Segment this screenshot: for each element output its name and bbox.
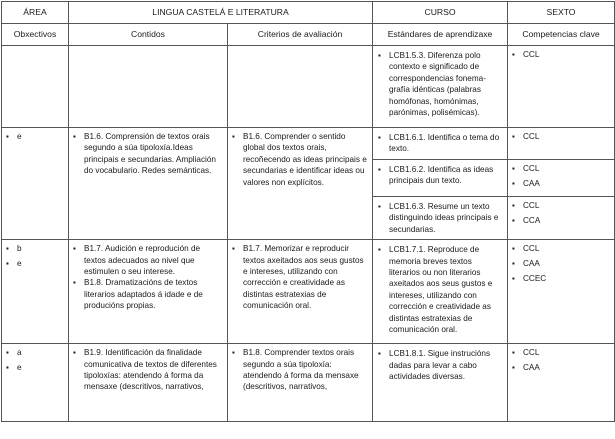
col-header-standards: Estándares de aprendizaxe [373, 24, 508, 46]
competences-cell [508, 240, 615, 344]
standard-cell [373, 344, 508, 422]
criteria-list [232, 347, 368, 393]
criteria-cell [228, 344, 373, 422]
competence-item: ▪ CCEC [512, 273, 610, 284]
content-item: ▪ B1.8. Dramatizacións de textos literarios adaptados á idade e de producións propias. [73, 277, 223, 311]
objectives-cell [2, 46, 69, 128]
contents-list [73, 131, 223, 177]
column-header-row [2, 24, 615, 46]
objectives-cell [2, 240, 69, 344]
table-row [2, 128, 615, 160]
competences-cell [508, 128, 615, 160]
table-row [2, 46, 615, 128]
competence-item: ▪ CCL [512, 347, 610, 358]
standard-cell [373, 240, 508, 344]
col-header-objectives: Obxectivos [2, 24, 69, 46]
criteria-list [232, 131, 368, 188]
criterion-item: ▪ B1.6. Comprender o sentido global dos textos orais, recoñecendo as ideas principais e secundarias e identificar ideas ou valores non explícitos. [232, 131, 368, 188]
competence-item: ▪ CAA [512, 258, 610, 269]
standard-cell [373, 46, 508, 128]
contents-cell [69, 344, 228, 422]
competence-item: ▪ CCA [512, 215, 610, 226]
standard-cell [373, 160, 508, 197]
competences-list [512, 243, 610, 284]
contents-cell [69, 240, 228, 344]
competences-cell [508, 197, 615, 240]
competence-item: ▪ CAA [512, 362, 610, 373]
objectives-list [6, 243, 64, 269]
col-header-contents: Contidos [69, 24, 228, 46]
curriculum-table [1, 1, 615, 422]
contents-list [73, 243, 223, 311]
competence-item: ▪ CCL [512, 49, 610, 60]
competences-list [512, 347, 610, 373]
standard-cell [373, 197, 508, 240]
col-header-competences: Competencias clave [508, 24, 615, 46]
objectives-list [6, 347, 64, 373]
competences-list [512, 49, 610, 60]
col-header-criteria: Criterios de avaliación [228, 24, 373, 46]
competences-cell [508, 344, 615, 422]
standard-item: ▪ LCB1.5.3. Diferenza polo contexto e significado de correspondencias fonema-grafía idénticas (palabras homófonas, homónimas, parónimas, polisémicas). [378, 50, 501, 118]
standard-item: ▪ LCB1.8.1. Sigue instrucións dadas para levar a cabo actividades diversas. [378, 348, 501, 382]
standard-item: ▪ LCB1.6.1. Identifica o tema do texto. [378, 132, 501, 155]
competences-list [512, 131, 610, 142]
objective-item: ▪ e [6, 362, 64, 373]
area-label: ÁREA [2, 2, 69, 24]
competences-cell [508, 46, 615, 128]
standard-item: ▪ LCB1.7.1. Reproduce de memoria breves textos literarios ou non literarios axeitados aos seus gustos e intereses, utilizando con corrección e creatividade as distintas estratexias de comunicación oral. [378, 244, 501, 335]
standards-list [378, 244, 501, 335]
criteria-cell [228, 128, 373, 240]
competences-list [512, 163, 610, 189]
standards-list [378, 50, 501, 118]
content-item: ▪ B1.6. Comprensión de textos orais segundo a súa tipoloxía.Ideas principais e secundarias. Ampliación do vocabulario. Redes semánticas. [73, 131, 223, 177]
competence-item: ▪ CCL [512, 200, 610, 211]
standards-list [378, 164, 501, 187]
criteria-list [232, 243, 368, 311]
criterion-item: ▪ B1.8. Comprender textos orais segundo a súa tipoloxía: atendendo á forma da mensaxe (descritivos, narrativos, [232, 347, 368, 393]
competence-item: ▪ CCL [512, 243, 610, 254]
standard-cell [373, 128, 508, 160]
competence-item: ▪ CCL [512, 131, 610, 142]
course-value: SEXTO [508, 2, 615, 24]
objectives-cell [2, 344, 69, 422]
competence-item: ▪ CAA [512, 178, 610, 189]
header-row [2, 2, 615, 24]
contents-cell [69, 128, 228, 240]
standards-list [378, 348, 501, 382]
table-body [2, 46, 615, 422]
contents-list [73, 347, 223, 393]
criteria-cell [228, 46, 373, 128]
objectives-list [6, 131, 64, 142]
objective-item: ▪ e [6, 131, 64, 142]
criterion-item: ▪ B1.7. Memorizar e reproducir textos axeitados aos seus gustos e intereses, utilizando con corrección e creatividade as distintas estratexias de comunicación oral. [232, 243, 368, 311]
table-row [2, 240, 615, 344]
standard-item: ▪ LCB1.6.3. Resume un texto distinguindo ideas principais e secundarias. [378, 201, 501, 235]
objective-item: ▪ e [6, 258, 64, 269]
standards-list [378, 201, 501, 235]
table-row [2, 344, 615, 422]
criteria-cell [228, 240, 373, 344]
objectives-cell [2, 128, 69, 240]
objective-item: ▪ a [6, 347, 64, 358]
contents-cell [69, 46, 228, 128]
content-item: ▪ B1.7. Audición e reprodución de textos adecuados ao nivel que estimulen o seu interese. [73, 243, 223, 277]
competence-item: ▪ CCL [512, 163, 610, 174]
objective-item: ▪ b [6, 243, 64, 254]
competences-list [512, 200, 610, 226]
course-label: CURSO [373, 2, 508, 24]
standards-list [378, 132, 501, 155]
subject-title: LINGUA CASTELÁ E LITERATURA [69, 2, 373, 24]
standard-item: ▪ LCB1.6.2. Identifica as ideas principais dun texto. [378, 164, 501, 187]
content-item: ▪ B1.9. Identificación da finalidade comunicativa de textos de diferentes tipoloxías: atendendo á forma da mensaxe (descritivos, narrativos, [73, 347, 223, 393]
competences-cell [508, 160, 615, 197]
